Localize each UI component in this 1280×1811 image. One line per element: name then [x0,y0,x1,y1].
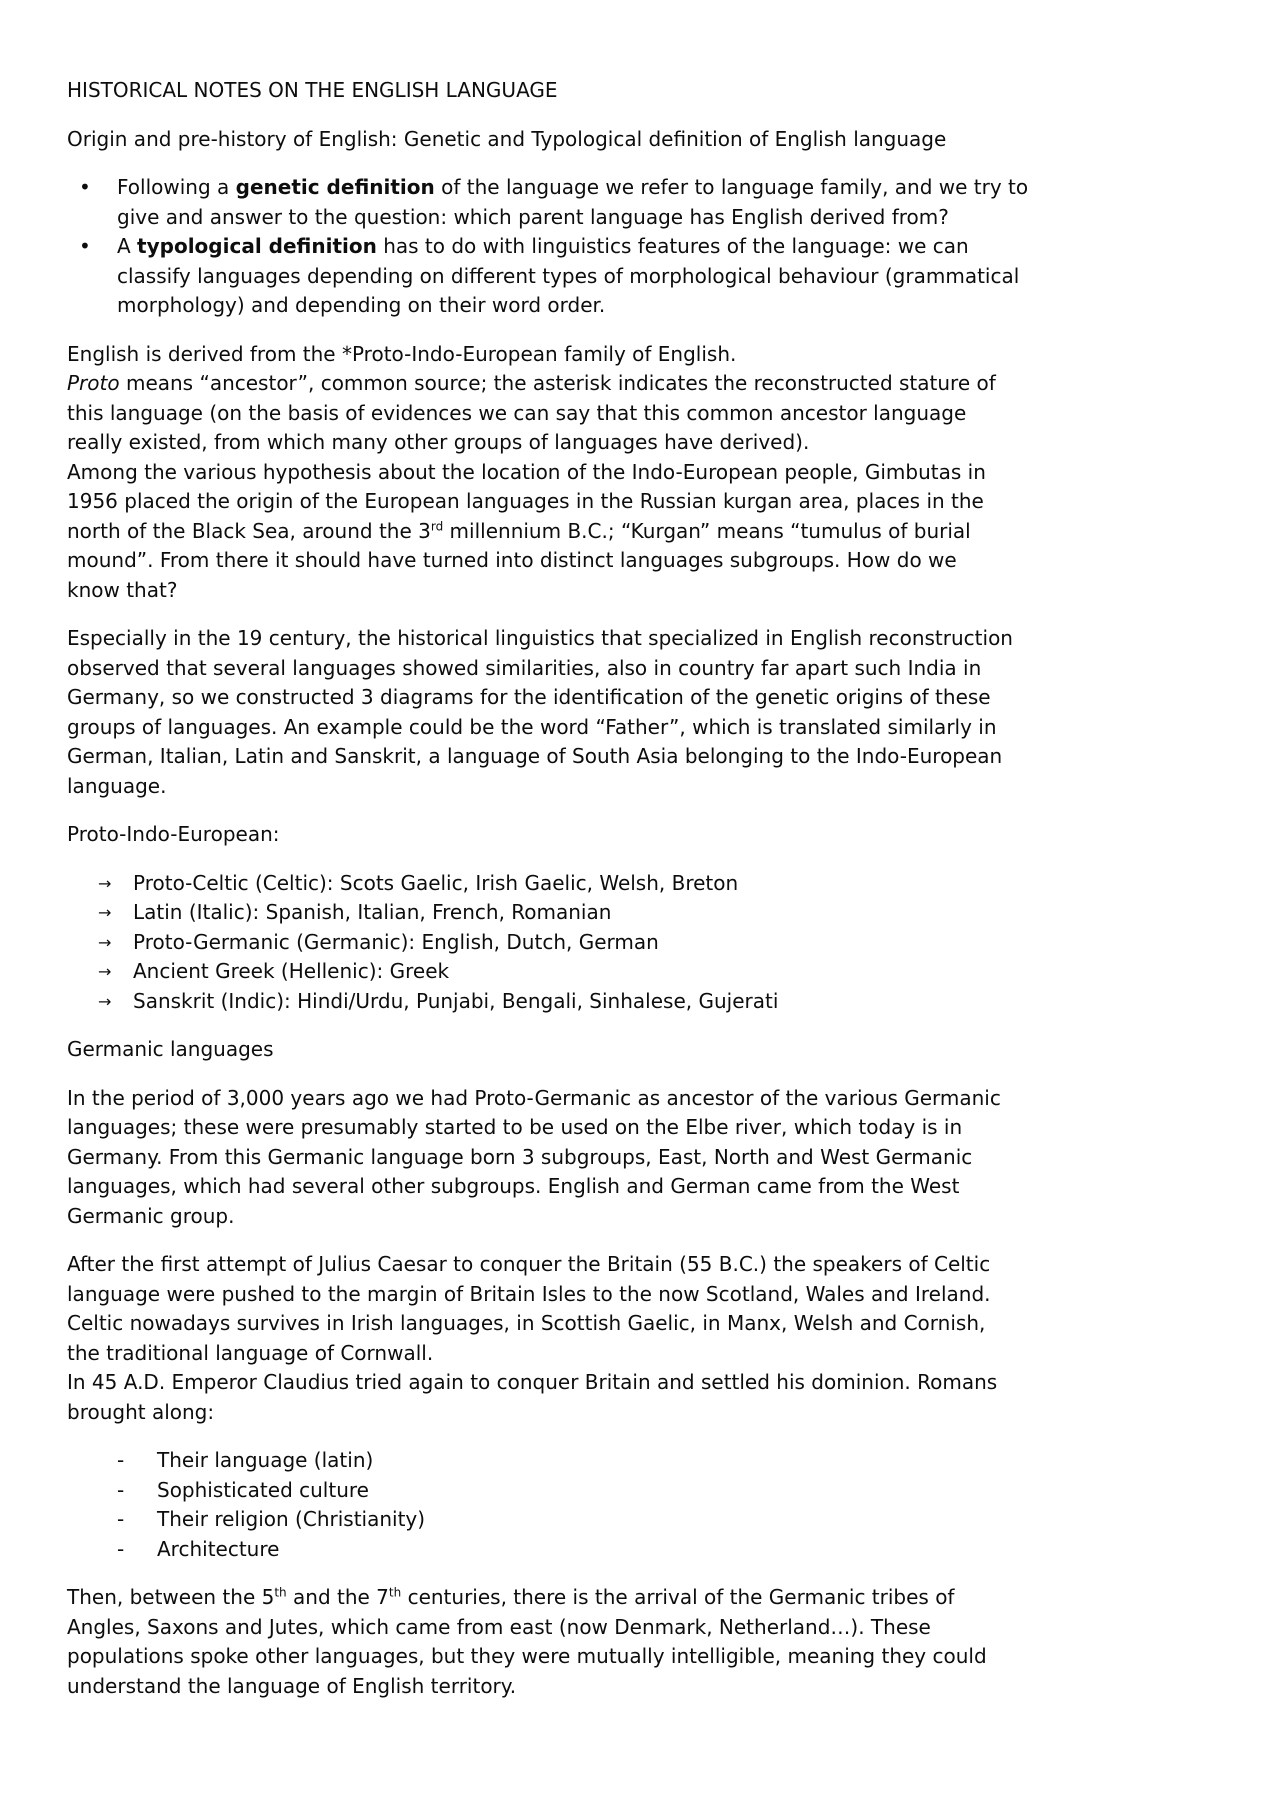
text-run: language were pushed to the margin of Britain Isles to the now Scotland, Wales and Ireland. [67,1281,991,1306]
text-run: Proto-Germanic (Germanic): English, Dutch, German [133,929,659,954]
list-item [117,1535,1260,1565]
text-run: Germany, so we constructed 3 diagrams for the identification of the genetic origins of these [67,685,991,709]
dash-bullet-icon: - [117,1536,125,1561]
text-run: Germanic languages [67,1037,274,1061]
dash-list [67,1446,1260,1564]
text-run: observed that several languages showed similarities, also in country far apart such India in [67,655,982,680]
text-run: languages; these were presumably started to be used on the Elbe river, which today is in [67,1115,963,1139]
arrow-bullet-icon: → [98,991,112,1011]
text-run: centuries, there is the arrival of the Germanic tribes of [401,1585,955,1609]
text-run: groups of languages. An example could be the word “Father”, which is translated similarly in [67,714,997,739]
text-run: of the language we refer to language family, and we try to [434,175,1029,199]
list-item-text [117,232,1019,321]
list-item-text [133,869,738,899]
text-run: Ancient Greek (Hellenic): Greek [133,959,450,983]
disc-bullet-icon: • [79,234,91,258]
text-run: populations spoke other languages, but they were mutually intelligible, meaning they could [67,1644,987,1668]
list-item [117,1446,1260,1476]
list-item-text [157,1535,279,1565]
text-run: understand the language of English territory. [67,1673,517,1698]
text-run: this language (on the basis of evidences we can say that this common ancestor language [67,400,967,425]
text-run: really existed, from which many other groups of languages have derived). [67,430,810,454]
superscript: rd [430,518,444,533]
list-item [79,173,1260,232]
text-run: Proto-Indo-European: [67,822,280,846]
text-run: Following a [117,175,236,199]
superscript: th [274,1585,287,1600]
text-run: millennium B.C.; “Kurgan” means “tumulus of burial [443,518,971,543]
list-item-text [157,1446,373,1476]
text-run: Celtic nowadays survives in Irish languages, in Scottish Gaelic, in Manx, Welsh and Cornish, [67,1311,986,1335]
page-title: HISTORICAL NOTES ON THE ENGLISH LANGUAGE [67,78,558,102]
text-run: language. [67,773,167,798]
list-item-text [133,898,611,928]
list-item-text [157,1476,369,1506]
text-run: Sanskrit (Indic): Hindi/Urdu, Punjabi, Bengali, Sinhalese, Gujerati [133,988,779,1013]
text-run: A [117,234,138,258]
list-item [98,898,1260,928]
text-run: In the period of 3,000 years ago we had Proto-Germanic as ancestor of the various Germanic [67,1085,1001,1110]
text-run: Sophisticated culture [157,1477,369,1502]
text-run: north of the Black Sea, around the 3 [67,518,431,543]
text-run: classify languages depending on different types of morphological behaviour (grammatical [117,263,1020,288]
text-run: know that? [67,577,178,602]
list-item [117,1476,1260,1506]
superscript: th [388,1585,402,1600]
text-run: typological definition [137,234,377,258]
text-run: Angles, Saxons and Jutes, which came from east (now Denmark, Netherland…). These [67,1614,931,1639]
heading-proto-indo-european [67,820,1260,850]
text-run: morphology) and depending on their word order. [117,293,606,317]
list-item-text [133,987,778,1017]
paragraph-19-century [67,624,1260,801]
text-run: genetic definition [235,175,435,199]
list-item [98,869,1260,899]
list-item [98,957,1260,987]
dash-bullet-icon: - [117,1507,125,1531]
arrow-bullet-icon: → [98,903,112,922]
arrow-bullet-icon: → [98,962,112,981]
text-run: the traditional language of Cornwall. [67,1340,434,1365]
paragraph-proto-indo-european [67,340,1260,606]
text-run: Latin (Italic): Spanish, Italian, French, Romanian [133,900,612,924]
subtitle [67,125,1260,155]
text-run: Germanic group. [67,1203,235,1228]
list-item [98,928,1260,958]
text-run: give and answer to the question: which parent language has English derived from? [117,204,949,229]
text-run: German, Italian, Latin and Sanskrit, a language of South Asia belonging to the Indo-European [67,744,1003,768]
text-run: English is derived from the *Proto-Indo-European family of English. [67,341,737,366]
text-run: mound”. From there it should have turned into distinct languages subgroups. How do we [67,548,957,572]
paragraph-germanic-tribes [67,1583,1260,1701]
text-run: Especially in the 19 century, the historical linguistics that specialized in English reconstruction [67,626,1013,650]
text-run: means “ancestor”, common source; the asterisk indicates the reconstructed stature of [119,371,996,395]
paragraph-proto-germanic [67,1084,1260,1232]
text-run: has to do with linguistics features of the language: we can [376,234,969,258]
text-run: Architecture [157,1536,280,1561]
text-run: In 45 A.D. Emperor Claudius tried again to conquer Britain and settled his dominion. Romans [67,1370,998,1394]
list-item-text [157,1505,425,1535]
text-run: Germany. From this Germanic language born 3 subgroups, East, North and West Germanic [67,1144,973,1169]
text-run: and the 7 [286,1585,389,1609]
list-item-text [133,957,449,987]
text-run: Proto-Celtic (Celtic): Scots Gaelic, Irish Gaelic, Welsh, Breton [133,870,739,895]
paragraph-julius-caesar [67,1250,1260,1427]
text-run: Among the various hypothesis about the location of the Indo-European people, Gimbutas in [67,459,986,484]
arrow-bullet-icon: → [98,873,112,893]
text-run: After the first attempt of Julius Caesar to conquer the Britain (55 B.C.) the speakers of Celtic [67,1252,991,1276]
list-item [98,987,1260,1017]
text-run: Then, between the 5 [67,1585,275,1609]
heading-germanic-languages [67,1035,1260,1065]
arrow-bullet-icon: → [98,932,112,952]
text-run: Their language (latin) [157,1448,374,1472]
dash-bullet-icon: - [117,1477,125,1502]
text-run: Their religion (Christianity) [157,1507,426,1531]
text-run: brought along: [67,1399,215,1424]
text-run: Origin and pre-history of English: Genetic and Typological definition of English language [67,126,947,151]
list-item [117,1505,1260,1535]
list-item-text [117,173,1028,232]
text-run: Proto [67,371,120,395]
disc-bullet-icon: • [79,175,91,199]
document-body [67,125,1260,1702]
dash-bullet-icon: - [117,1448,125,1472]
text-run: languages, which had several other subgroups. English and German came from the West [67,1174,960,1198]
list-item [79,232,1260,321]
arrow-list [67,869,1260,1017]
disc-list [67,173,1260,321]
text-run: 1956 placed the origin of the European languages in the Russian kurgan area, places in the [67,489,984,513]
list-item-text [133,928,659,958]
